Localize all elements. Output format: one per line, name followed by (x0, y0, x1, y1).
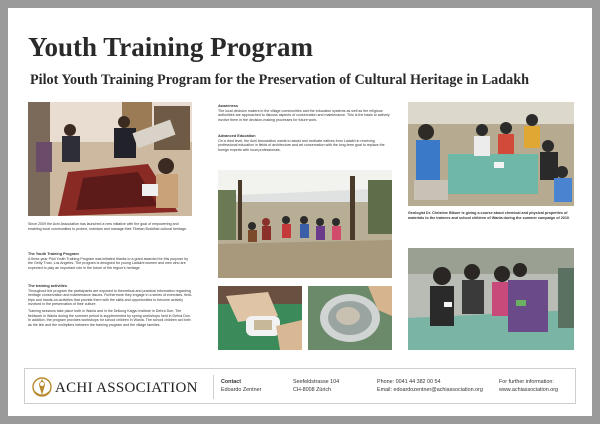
poster (8, 8, 592, 416)
activities-section (28, 282, 192, 327)
phone-email-block (377, 378, 483, 394)
photo-sample-dish (308, 286, 392, 350)
photo-school-children (408, 248, 574, 350)
program-text: A three-year Pilot Youth Training Program was initiated thanks to a grant awarded for this purpose by the Getty Trust, Los Angeles. The program is designed for young Ladakhi women and men who are expected to play an important role in the future of the region's heritage. (28, 256, 189, 270)
footer (24, 368, 576, 404)
phone-number: Phone: 0041 44 382 00 54 (377, 379, 441, 385)
website-link[interactable]: www.achiassociation.org (499, 387, 559, 393)
org-name: ACHI ASSOCIATION (55, 380, 198, 396)
footer-divider (213, 375, 214, 399)
advanced-text: On a third level, the Achi Association wants to assist and motivate natives from Ladakh in receiving professional education in fields of architecture and art conservation with the long-term goal to replace the foreign experts with local professionals. (218, 138, 385, 152)
address-block (293, 378, 339, 394)
program-section (28, 250, 192, 270)
awareness-text: The local decision makers in the village communities and the education systems as well as the religious authorities are approached to discuss aspects of conservation and maintenance. This is the basis to actively involve them in the decision-making processes for future work. (218, 108, 390, 122)
contact-label: Contact (221, 379, 242, 385)
contact-block (221, 378, 261, 394)
address-street: Seefeldstrasse 104 (293, 379, 340, 385)
address-city: CH-8008 Zürich (293, 387, 332, 393)
activities-text: Throughout the program the participants are exposed to theoretical and practical information regarding heritage conservation and maintenance issues. Furthermore they engage in a series of exercises, field-trips and hands-on-activities that provide them with the skills and opportunities to become actively involved in the preservation of their culture. (28, 288, 193, 307)
photo-hands-samples (218, 286, 302, 350)
page-subtitle: Pilot Youth Training Program for the Preservation of Cultural Heritage in Ladakh (30, 72, 530, 88)
advanced-heading: Advanced Education (218, 134, 256, 138)
activities-heading: The training activities (28, 284, 68, 288)
awareness-section (218, 102, 392, 122)
info-block (499, 378, 558, 394)
info-label: For further information: (499, 379, 554, 385)
awareness-heading: Awareness (218, 104, 238, 108)
achi-logo-icon (31, 375, 53, 399)
photo-caption: Geologist Dr. Christine Bläuer is giving a course about chemical and physical properties of materials to the trainees and school children of Wanla during the summer campaign of 2010. (408, 211, 570, 220)
activities-text-2: Training sessions take place both in Wanla and in the Drikung Kagyu Institute in Dehra Dun. The fieldwork in Wanla during the summer period is supplemented by spring workshops held in Dehra Dun. In addition, the program provides workshops for school children in Wanla. The school children act both as the link and the multipliers between the training program and the village families. (28, 308, 191, 327)
program-heading: The Youth Training Program (28, 252, 79, 256)
page-title: Youth Training Program (28, 32, 314, 62)
photo-geology-course (408, 102, 574, 206)
email-link[interactable]: Email: edoardozentner@achiassociation.org (377, 387, 483, 393)
photo-outdoor-group (218, 170, 392, 278)
advanced-section (218, 132, 392, 152)
photo-indoor-workshop (28, 102, 192, 216)
intro-text: Since 2009 the Achi Association has launched a new initiative with the goal of empowering and enabling local communities to protect, maintain and manage their Tibetan Buddhist cultural heritage. (28, 222, 188, 231)
contact-name: Edoardo Zentner (221, 387, 262, 393)
